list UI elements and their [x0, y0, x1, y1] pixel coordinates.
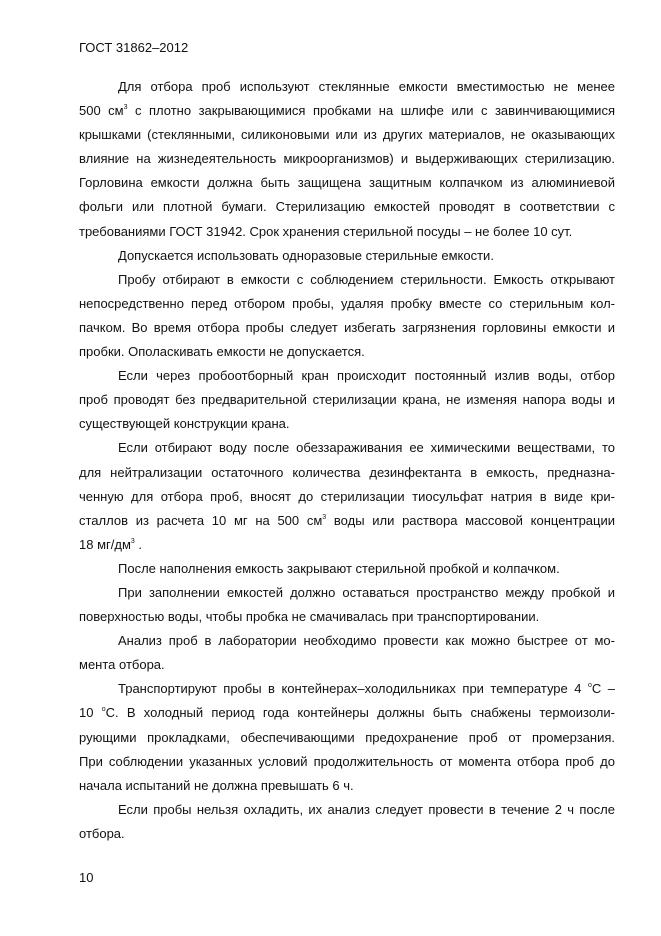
- text-line: [79, 677, 615, 701]
- text-span: с плотно закрывающимися пробками на шлифе или с завинчивающимися: [127, 103, 615, 119]
- text-line: Если через пробоотборный кран происходит постоянный излив воды, отбор: [118, 368, 615, 384]
- text-line: начала испытаний не должна превышать 6 ч.: [79, 777, 354, 793]
- text-line: отбора.: [79, 825, 125, 841]
- text-line: Если пробы нельзя охладить, их анализ следует провести в течение 2 ч после: [118, 801, 615, 817]
- text-line: мента отбора.: [79, 657, 165, 673]
- text-line: При заполнении емкостей должно оставаться пространство между пробкой и: [118, 584, 615, 600]
- superscript: о: [587, 682, 592, 690]
- text-span: .: [134, 536, 143, 552]
- superscript: 3: [123, 104, 128, 112]
- document-header: ГОСТ 31862–2012: [79, 40, 189, 55]
- text-line: для нейтрализации остаточного количества дезинфектанта в емкость, предназна-: [79, 464, 615, 480]
- text-line: Для отбора проб используют стеклянные емкости вместимостью не менее: [118, 79, 615, 94]
- text-line: Допускается использовать одноразовые стерильные емкости.: [118, 247, 494, 263]
- text-line: Горловина емкости должна быть защищена защитным колпачком из алюминиевой: [79, 175, 615, 191]
- text-span: сталлов из расчета 10 мг на 500 см: [79, 512, 323, 528]
- text-line: пробки. Ополаскивать емкости не допускается.: [79, 344, 365, 360]
- text-line: Анализ проб в лаборатории необходимо провести как можно быстрее от мо-: [118, 633, 615, 649]
- text-line: Пробу отбирают в емкости с соблюдением стерильности. Емкость открывают: [118, 271, 615, 287]
- text-line: пачком. Во время отбора пробы следует избегать загрязнения горловины емкости и: [79, 319, 615, 335]
- text-line: ченную для отбора проб, вносят до стерилизации тиосульфат натрия в виде кри-: [79, 488, 615, 504]
- text-line: требованиями ГОСТ 31942. Срок хранения стерильной посуды – не более 10 сут.: [79, 223, 573, 239]
- text-line: [79, 509, 615, 533]
- paragraph-3: [79, 268, 615, 364]
- superscript: 3: [130, 537, 135, 545]
- paragraph-8: [79, 629, 615, 677]
- paragraph-9: [79, 677, 615, 797]
- text-line: поверхностью воды, чтобы пробка не смачивалась при транспортировании.: [79, 609, 540, 625]
- superscript: 3: [322, 513, 327, 521]
- text-span: С. В холодный период года контейнеры должны быть снабжены термоизоли-: [105, 705, 615, 721]
- text-line: [79, 701, 615, 725]
- text-span: воды или раствора массовой концентрации: [326, 512, 615, 528]
- paragraph-7: [79, 581, 615, 629]
- text-span: 18 мг/дм: [79, 536, 131, 552]
- text-span: Транспортируют пробы в контейнерах–холодильниках при температуре 4: [118, 681, 588, 697]
- text-line: проб проводят без предварительной стерилизации крана, не изменяя напора воды и: [79, 392, 615, 408]
- text-span: 500 см: [79, 103, 124, 119]
- text-span: 10: [79, 705, 102, 721]
- paragraph-6: [79, 557, 615, 581]
- document-body: [79, 75, 615, 846]
- text-line: После наполнения емкость закрывают стерильной пробкой и колпачком.: [118, 560, 560, 576]
- text-span: С –: [591, 681, 615, 697]
- text-line: фольги или плотной бумаги. Стерилизацию емкостей проводят в соответствии с: [79, 199, 615, 215]
- paragraph-2: [79, 244, 615, 268]
- text-line: При соблюдении указанных условий продолжительность от момента отбора проб до: [79, 753, 615, 769]
- paragraph-10: [79, 798, 615, 846]
- text-line: [79, 533, 615, 557]
- paragraph-4: [79, 364, 615, 436]
- text-line: непосредственно перед отбором пробы, удаляя пробку вместе со стерильным кол-: [79, 295, 615, 311]
- paragraph-1: [79, 75, 615, 244]
- text-line: [79, 99, 615, 123]
- paragraph-5: [79, 436, 615, 556]
- text-line: Если отбирают воду после обеззараживания ее химическими веществами, то: [118, 440, 615, 456]
- superscript: о: [101, 706, 106, 714]
- text-line: рующими прокладками, обеспечивающими предохранение проб от промерзания.: [79, 729, 615, 745]
- text-line: крышками (стеклянными, силиконовыми или из других материалов, не оказывающих: [79, 127, 615, 143]
- text-line: существующей конструкции крана.: [79, 416, 290, 432]
- page-number: 10: [79, 870, 94, 885]
- text-line: влияние на жизнедеятельность микроорганизмов) и выдерживающих стерилизацию.: [79, 151, 615, 167]
